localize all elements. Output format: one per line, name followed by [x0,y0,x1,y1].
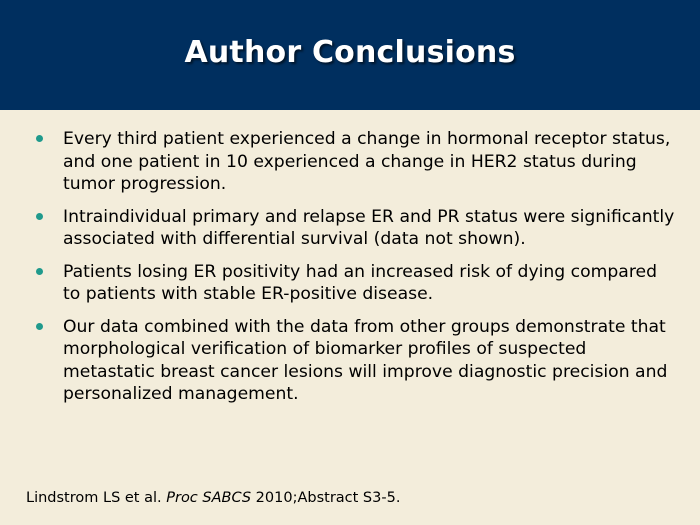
bullet-icon [36,323,43,330]
citation [26,490,400,506]
bullet-icon [36,135,43,142]
list-item [36,206,676,251]
bullet-icon [36,213,43,220]
citation-journal: Proc SABCS [166,490,252,506]
list-item [36,261,676,306]
conclusions-list [36,128,676,416]
bullet-icon [36,268,43,275]
citation-details: 2010;Abstract S3-5. [255,490,401,506]
list-item [36,128,676,196]
bullet-text: Patients losing ER positivity had an increased risk of dying compared to patients with stable ER-positive disease. [63,261,657,304]
bullet-text: Intraindividual primary and relapse ER and PR status were significantly associated with differential survival (data not shown). [63,206,675,249]
slide-title: Author Conclusions [184,34,516,70]
bullet-text: Every third patient experienced a change in hormonal receptor status, and one patient in 10 experienced a change in HER2 status during tumor progression. [63,129,671,194]
list-item [36,316,676,406]
bullet-text: Our data combined with the data from other groups demonstrate that morphological verification of biomarker profiles of suspected metastatic breast cancer lesions will improve diagnostic precision and personalized management. [63,316,668,404]
title-banner [0,0,700,110]
citation-authors: Lindstrom LS et al. [26,490,162,506]
